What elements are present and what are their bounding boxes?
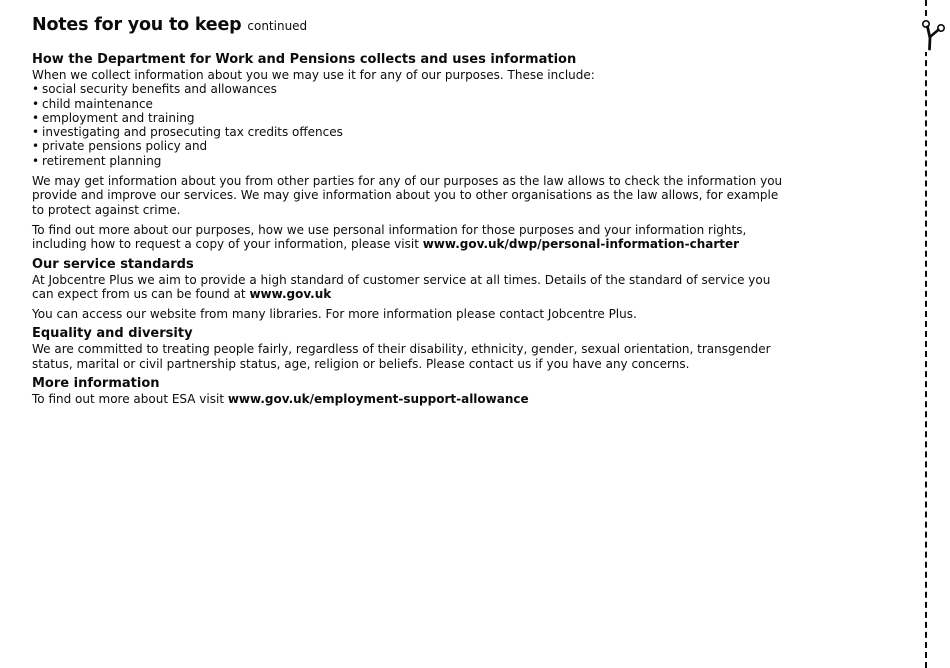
dwp-information-section bbox=[32, 52, 792, 252]
employment-support-allowance-link[interactable]: www.gov.uk/employment-support-allowance bbox=[227, 392, 529, 407]
more-information-text: To find out more about ESA visit bbox=[32, 392, 228, 407]
dwp-rights-text: To find out more about our purposes, how we use personal information for those purposes and your information rights, including how to request a copy of your information, please visit bbox=[32, 222, 747, 252]
list-item: • social security benefits and allowances bbox=[32, 82, 792, 96]
dwp-information-heading: How the Department for Work and Pensions collects and uses information bbox=[32, 52, 577, 67]
page-title-continued: continued bbox=[247, 19, 308, 33]
gov-uk-link[interactable]: www.gov.uk bbox=[249, 286, 332, 301]
list-item: • private pensions policy and bbox=[32, 139, 792, 153]
more-information-paragraph bbox=[32, 392, 792, 406]
list-item: • investigating and prosecuting tax credits offences bbox=[32, 125, 792, 139]
list-item: • child maintenance bbox=[32, 97, 792, 111]
service-standards-section bbox=[32, 257, 792, 322]
equality-diversity-heading: Equality and diversity bbox=[32, 326, 193, 342]
cut-line bbox=[925, 0, 927, 668]
service-standards-text: At Jobcentre Plus we aim to provide a high standard of customer service at all times. Details of the standard of service you can expect from us can be found at bbox=[32, 272, 771, 301]
document-page bbox=[32, 14, 792, 406]
list-item: • retirement planning bbox=[32, 154, 792, 168]
scissors-icon bbox=[915, 18, 947, 52]
more-information-section bbox=[32, 376, 792, 406]
service-standards-heading: Our service standards bbox=[32, 256, 194, 272]
personal-information-charter-link[interactable]: www.gov.uk/dwp/personal-information-charter bbox=[422, 237, 740, 252]
more-information-heading: More information bbox=[32, 376, 160, 392]
equality-diversity-paragraph: We are committed to treating people fairly, regardless of their disability, ethnicity, gender, sexual orientation, transgender status, marital or civil partnership status, age, religion or beliefs. Please contact us if you have any concerns. bbox=[32, 342, 771, 371]
dwp-rights-paragraph bbox=[32, 223, 792, 252]
page-title-text: Notes for you to keep bbox=[32, 15, 242, 35]
service-standards-paragraph bbox=[32, 273, 792, 302]
dwp-purposes-list bbox=[32, 82, 792, 168]
dwp-information-intro: When we collect information about you we may use it for any of our purposes. These include: bbox=[32, 68, 595, 82]
equality-diversity-section bbox=[32, 326, 792, 371]
list-item: • employment and training bbox=[32, 111, 792, 125]
libraries-paragraph: You can access our website from many libraries. For more information please contact Jobcentre Plus. bbox=[32, 307, 637, 322]
page-title bbox=[32, 14, 792, 37]
dwp-information-paragraph: We may get information about you from other parties for any of our purposes as the law allows to check the information you provide and improve our services. We may give information about you to other organisations as the law allows, for example to protect against crime. bbox=[32, 174, 783, 217]
